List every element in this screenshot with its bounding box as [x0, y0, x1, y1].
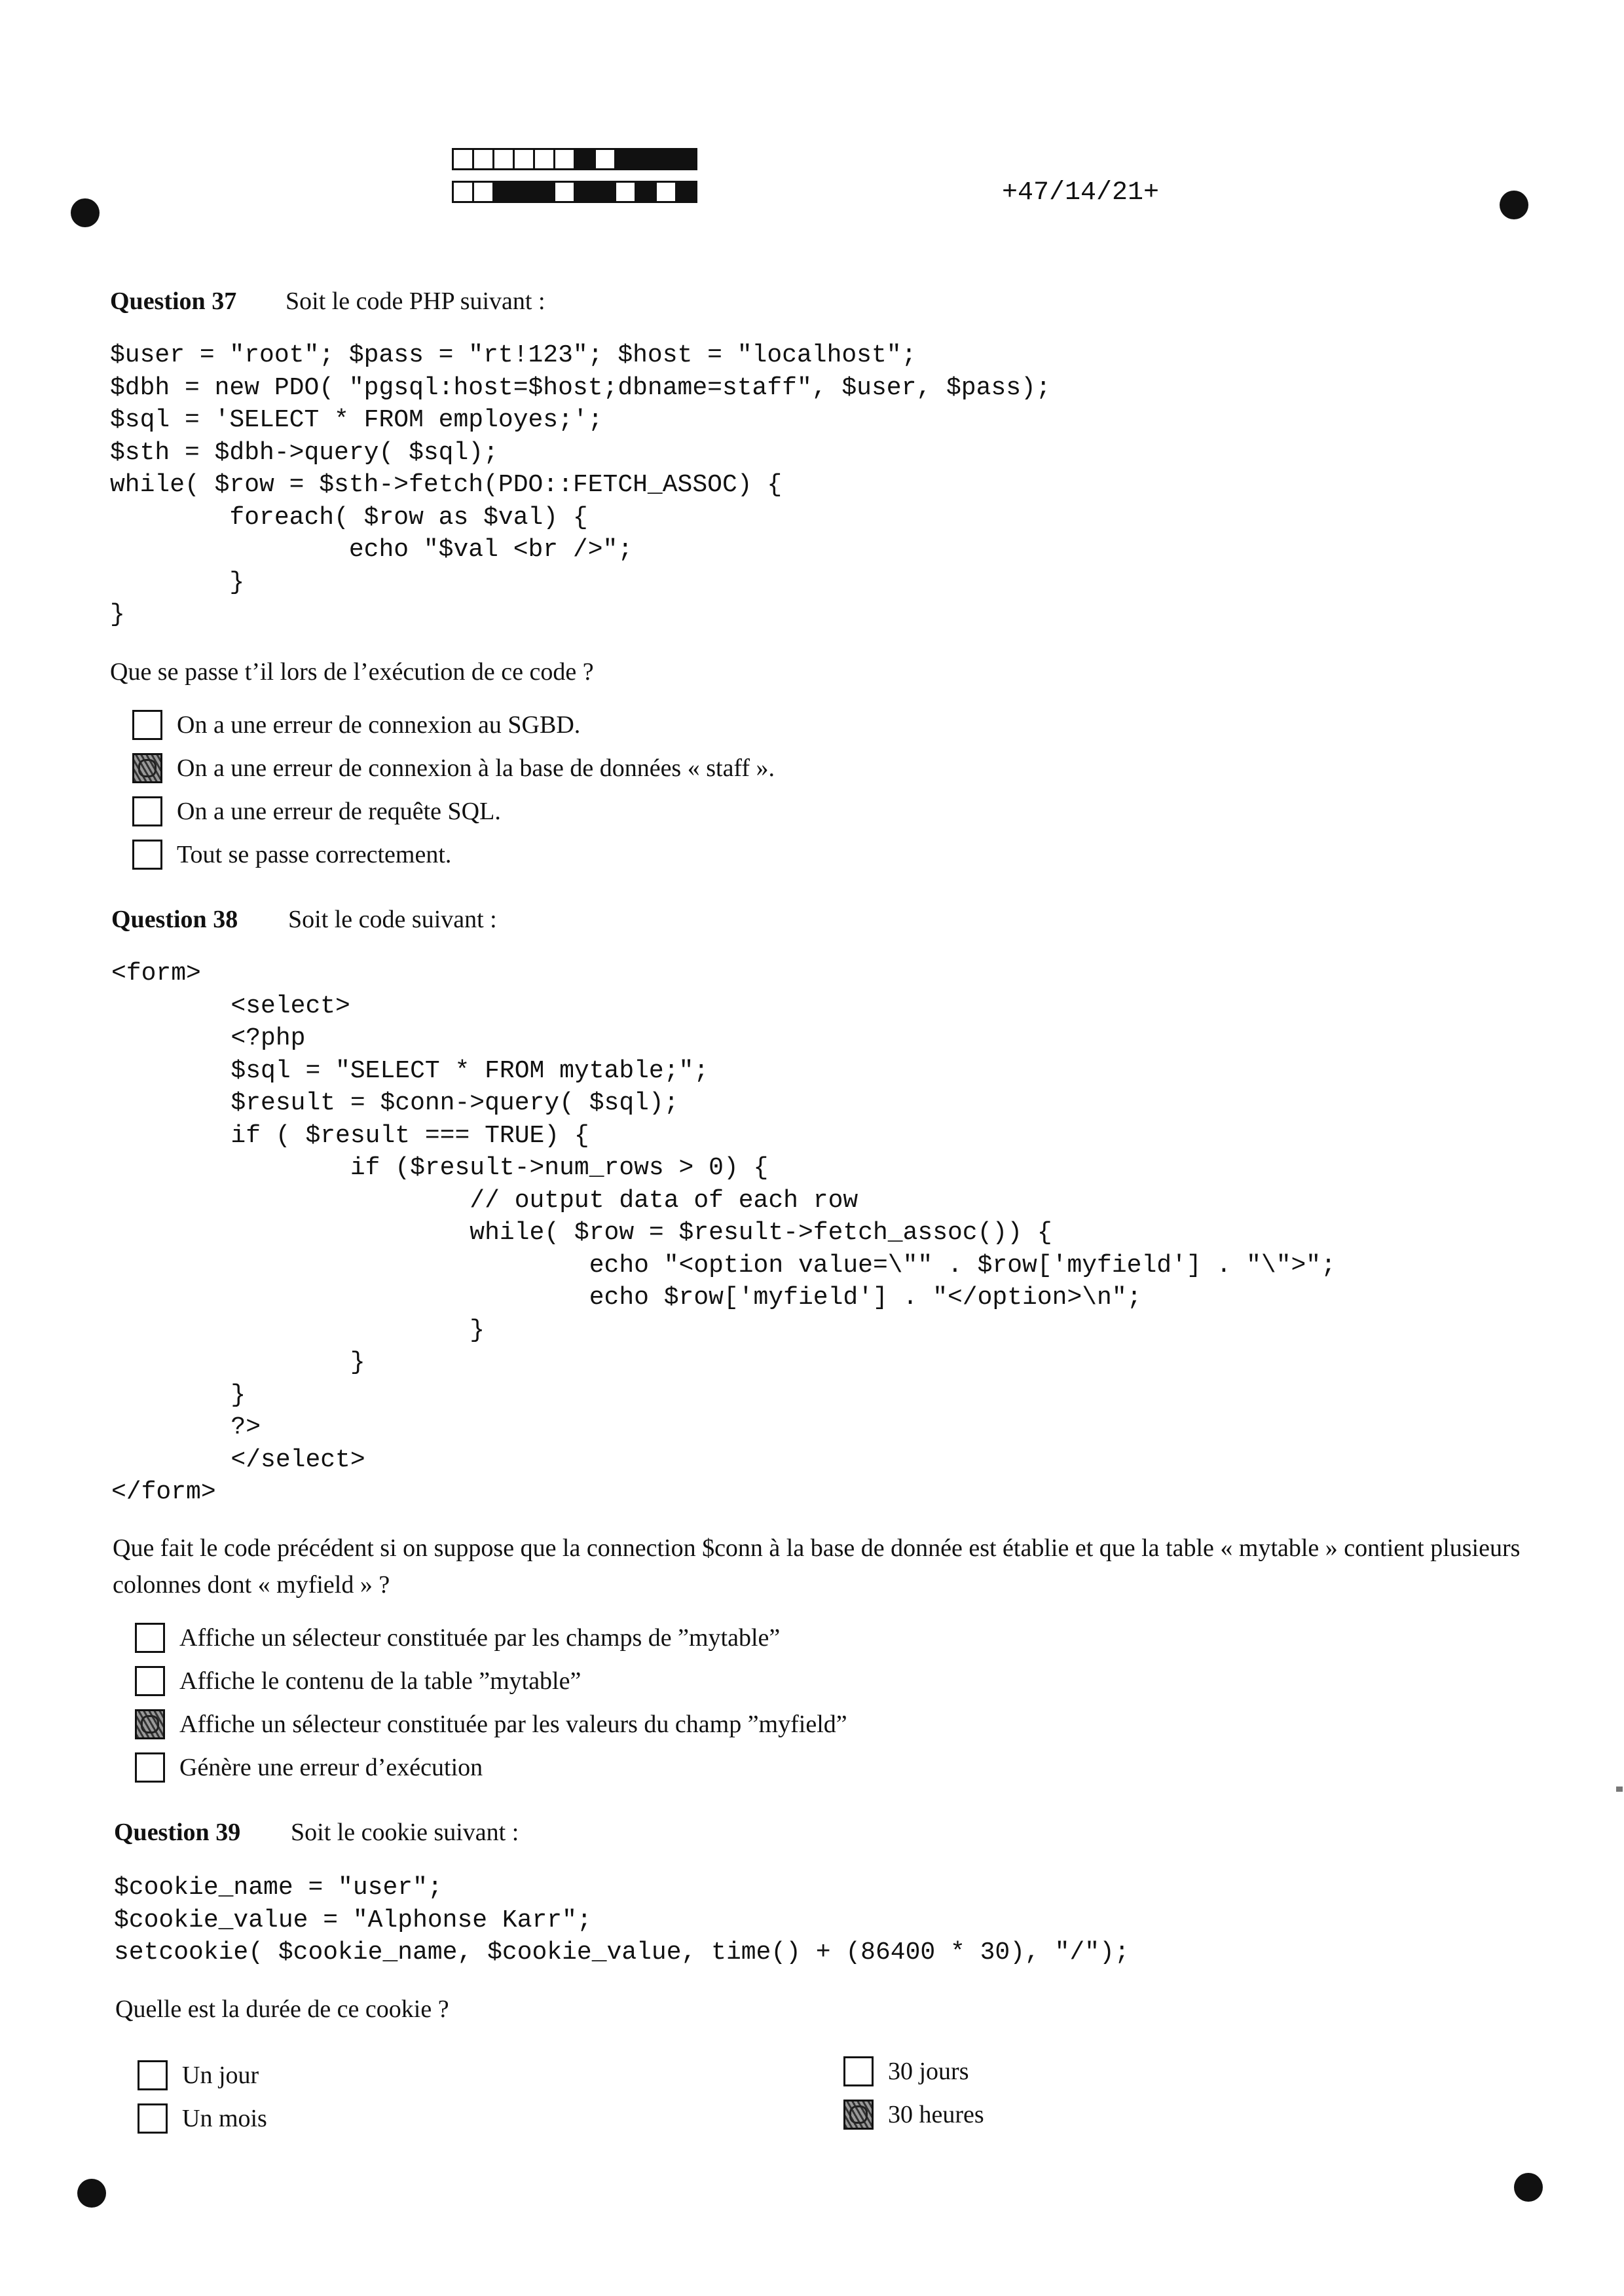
registration-dot-bottom-left — [77, 2179, 106, 2208]
question-38-header — [111, 905, 497, 934]
barcode-cell — [553, 148, 576, 170]
checkbox[interactable] — [138, 2103, 168, 2134]
option-label: 30 heures — [888, 2101, 984, 2128]
question-39-header — [114, 1818, 519, 1847]
question-label: Question 37 — [110, 287, 237, 315]
barcode-cell — [533, 181, 555, 203]
q37-option-1[interactable] — [132, 707, 580, 743]
barcode-cell — [675, 181, 697, 203]
barcode-cell — [635, 181, 657, 203]
q39-option-1[interactable] — [138, 2058, 259, 2093]
exam-id: +47/14/21+ — [1002, 178, 1160, 208]
checkbox[interactable] — [135, 1623, 165, 1653]
barcode-cell — [513, 181, 535, 203]
checkbox[interactable] — [135, 1666, 165, 1696]
question-37-header — [110, 287, 545, 316]
barcode-cell — [452, 181, 474, 203]
option-label: Affiche le contenu de la table ”mytable” — [179, 1667, 581, 1695]
registration-dot-top-right — [1500, 191, 1528, 219]
question-label: Question 39 — [114, 1819, 241, 1846]
barcode-cell — [492, 148, 515, 170]
checkbox[interactable] — [132, 796, 162, 826]
barcode-cell — [513, 148, 535, 170]
barcode-cell — [594, 148, 616, 170]
option-label: 30 jours — [888, 2058, 969, 2085]
question-intro: Soit le cookie suivant : — [291, 1819, 519, 1846]
q39-option-4[interactable] — [843, 2097, 984, 2132]
question-39-code: $cookie_name = "user"; $cookie_value = "Alphonse Karr"; setcookie( $cookie_name, $cookie_value, time() + (86400 * 30), "/"); — [114, 1874, 1130, 1967]
q39-option-2[interactable] — [138, 2101, 267, 2136]
option-label: Affiche un sélecteur constituée par les champs de ”mytable” — [179, 1624, 781, 1652]
barcode-cell — [533, 148, 555, 170]
checkbox[interactable] — [135, 1709, 165, 1739]
checkbox[interactable] — [138, 2060, 168, 2090]
q39-option-3[interactable] — [843, 2054, 969, 2089]
checkbox[interactable] — [843, 2100, 874, 2130]
barcode-cell — [614, 148, 637, 170]
q37-option-3[interactable] — [132, 794, 501, 829]
option-label: Génère une erreur d’exécution — [179, 1754, 483, 1781]
q38-option-3[interactable] — [135, 1707, 847, 1742]
question-38-prompt: Que fait le code précédent si on suppose que la connection $conn à la base de donnée est établie et que la table « mytable » contient plusieurs colonnes dont « myfield » ? — [113, 1534, 1521, 1599]
barcode-cell — [472, 148, 494, 170]
scan-edge-mark — [1616, 1787, 1623, 1792]
question-37-code: $user = "root"; $pass = "rt!123"; $host = "localhost"; $dbh = new PDO( "pgsql:host=$host;dbname=staff", $user, $pass); $sql = 'SELECT * FROM employes;'; $sth = $dbh->query( $sql); while( $row = $sth->fetch(PDO::FETCH_ASSOC) { foreach( $row as $val) { echo "$val <br />"; } } — [110, 341, 1051, 629]
registration-dot-bottom-right — [1514, 2173, 1543, 2202]
barcode-cell — [655, 181, 677, 203]
barcode-cell — [675, 148, 697, 170]
barcode-cell — [574, 148, 596, 170]
checkbox[interactable] — [843, 2056, 874, 2086]
barcode-cell — [635, 148, 657, 170]
checkbox[interactable] — [132, 840, 162, 870]
barcode-cell — [553, 181, 576, 203]
barcode-row-2 — [452, 181, 695, 203]
q37-option-4[interactable] — [132, 837, 451, 872]
q38-option-1[interactable] — [135, 1620, 780, 1656]
option-label: Un jour — [182, 2062, 259, 2089]
barcode-cell — [472, 181, 494, 203]
q38-option-2[interactable] — [135, 1663, 581, 1699]
barcode-row-1 — [452, 148, 695, 170]
checkbox[interactable] — [132, 710, 162, 740]
option-label: On a une erreur de connexion à la base de données « staff ». — [177, 754, 775, 782]
barcode-cell — [452, 148, 474, 170]
option-label: Affiche un sélecteur constituée par les valeurs du champ ”myfield” — [179, 1711, 847, 1738]
question-39-prompt: Quelle est la durée de ce cookie ? — [115, 1995, 449, 2023]
registration-dot-top-left — [71, 198, 100, 227]
option-label: On a une erreur de requête SQL. — [177, 798, 501, 825]
barcode-cell — [655, 148, 677, 170]
question-intro: Soit le code PHP suivant : — [286, 287, 545, 315]
q38-option-4[interactable] — [135, 1750, 483, 1785]
checkbox[interactable] — [135, 1752, 165, 1783]
question-intro: Soit le code suivant : — [288, 906, 497, 933]
question-label: Question 38 — [111, 906, 238, 933]
barcode-cell — [614, 181, 637, 203]
q37-option-2[interactable] — [132, 750, 775, 786]
question-37-prompt: Que se passe t’il lors de l’exécution de ce code ? — [110, 658, 594, 686]
barcode-cell — [574, 181, 596, 203]
option-label: On a une erreur de connexion au SGBD. — [177, 711, 581, 739]
option-label: Un mois — [182, 2105, 267, 2132]
checkbox[interactable] — [132, 753, 162, 783]
option-label: Tout se passe correctement. — [177, 841, 452, 868]
barcode-cell — [594, 181, 616, 203]
question-38-code: <form> <select> <?php $sql = "SELECT * FROM mytable;"; $result = $conn->query( $sql); if ( $result === TRUE) { if ($result->num_rows > 0) { // output data of each row while( $row = $result->fetch_assoc()) { echo "<option value=\"" . $row['myfield'] . "\">"; echo $row['myfield'] . "</option>\n"; } } } ?> </select> </form> — [111, 959, 1336, 1506]
barcode-cell — [492, 181, 515, 203]
